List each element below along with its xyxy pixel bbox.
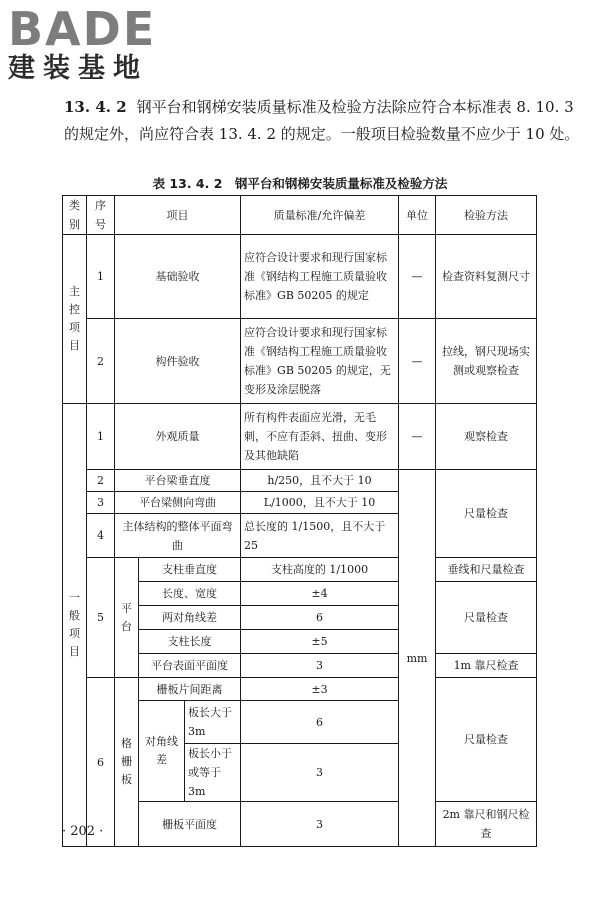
seq-cell: 3 (87, 492, 115, 514)
standard-cell: 总长度的 1/1500，且不大于 25 (241, 514, 399, 558)
item-cell: 板长小于或等于 3m (185, 744, 241, 802)
header-seq: 序号 (87, 196, 115, 235)
method-cell: 垂线和尺量检查 (436, 558, 537, 582)
group-grating: 格栅板 (115, 678, 139, 847)
item-cell: 主体结构的整体平面弯曲 (115, 514, 241, 558)
standard-cell: ±3 (241, 678, 399, 701)
item-cell: 平台表面平面度 (139, 654, 241, 678)
item-cell: 两对角线差 (139, 606, 241, 630)
table-header-row (63, 196, 537, 235)
standard-cell: h/250，且不大于 10 (241, 470, 399, 492)
header-unit: 单位 (399, 196, 436, 235)
unit-cell: — (399, 404, 436, 470)
header-category: 类别 (63, 196, 87, 235)
standard-cell: 所有构件表面应光滑，无毛刺，不应有歪斜、扭曲、变形及其他缺陷 (241, 404, 399, 470)
seq-cell: 6 (87, 678, 115, 847)
standard-cell: L/1000，且不大于 10 (241, 492, 399, 514)
unit-cell: — (399, 319, 436, 404)
seq-cell: 1 (87, 404, 115, 470)
logo-subtitle: 建装基地 (8, 53, 148, 84)
seq-cell: 4 (87, 514, 115, 558)
method-cell: 检查资料复测尺寸 (436, 235, 537, 319)
table-title: 表 13. 4. 2 钢平台和钢梯安装质量标准及检验方法 (152, 176, 448, 191)
method-cell: 尺量检查 (436, 470, 537, 558)
method-cell: 尺量检查 (436, 582, 537, 654)
table-row (63, 319, 537, 404)
standard-cell: 应符合设计要求和现行国家标准《钢结构工程施工质量验收标准》GB 50205 的规定，无变形及涂层脱落 (241, 319, 399, 404)
seq-cell: 1 (87, 235, 115, 319)
group-platform: 平台 (115, 558, 139, 678)
item-cell: 平台梁垂直度 (115, 470, 241, 492)
standard-cell: 6 (241, 606, 399, 630)
table-row (63, 678, 537, 701)
table-row (63, 404, 537, 470)
seq-cell: 2 (87, 470, 115, 492)
inspection-table (62, 195, 537, 847)
standard-cell: 3 (241, 744, 399, 802)
item-cell: 栅板平面度 (139, 802, 241, 847)
standard-cell: ±4 (241, 582, 399, 606)
header-item: 项目 (115, 196, 241, 235)
category-general: 一般项目 (63, 404, 87, 847)
standard-cell: 3 (241, 654, 399, 678)
item-cell: 支柱垂直度 (139, 558, 241, 582)
item-cell: 长度、宽度 (139, 582, 241, 606)
standard-cell: 6 (241, 701, 399, 744)
method-cell: 1m 靠尺检查 (436, 654, 537, 678)
item-cell: 栅板片间距离 (139, 678, 241, 701)
standard-cell: ±5 (241, 630, 399, 654)
seq-cell: 2 (87, 319, 115, 404)
page-number: · 202 · (62, 824, 104, 839)
item-cell: 构件验收 (115, 319, 241, 404)
item-cell: 支柱长度 (139, 630, 241, 654)
header-standard: 质量标准/允许偏差 (241, 196, 399, 235)
method-cell: 观察检查 (436, 404, 537, 470)
standard-cell: 应符合设计要求和现行国家标准《钢结构工程施工质量验收标准》GB 50205 的规定 (241, 235, 399, 319)
standard-cell: 支柱高度的 1/1000 (241, 558, 399, 582)
section-paragraph (64, 94, 582, 148)
section-number: 13. 4. 2 (64, 98, 127, 116)
category-main: 主控项目 (63, 235, 87, 404)
item-cell: 平台梁侧向弯曲 (115, 492, 241, 514)
method-cell: 拉线，钢尺现场实测或观察检查 (436, 319, 537, 404)
table-row (63, 235, 537, 319)
seq-cell: 5 (87, 558, 115, 678)
bade-logo (8, 2, 183, 84)
header-method: 检验方法 (436, 196, 537, 235)
unit-cell: — (399, 235, 436, 319)
item-cell: 基础验收 (115, 235, 241, 319)
table-row (63, 470, 537, 492)
method-cell: 2m 靠尺和钢尺检查 (436, 802, 537, 847)
table-row (63, 558, 537, 582)
standard-cell: 3 (241, 802, 399, 847)
diag-label: 对角线差 (139, 701, 185, 802)
logo-mark: BADE (8, 2, 157, 56)
method-cell: 尺量检查 (436, 678, 537, 802)
item-cell: 外观质量 (115, 404, 241, 470)
item-cell: 板长大于 3m (185, 701, 241, 744)
section-text: 钢平台和钢梯安装质量标准及检验方法除应符合本标准表 8. 10. 3 的规定外，尚应符合表 13. 4. 2 的规定。一般项目检验数量不应少于 10 处。 (64, 98, 580, 143)
unit-mm-cell: mm (399, 470, 436, 847)
